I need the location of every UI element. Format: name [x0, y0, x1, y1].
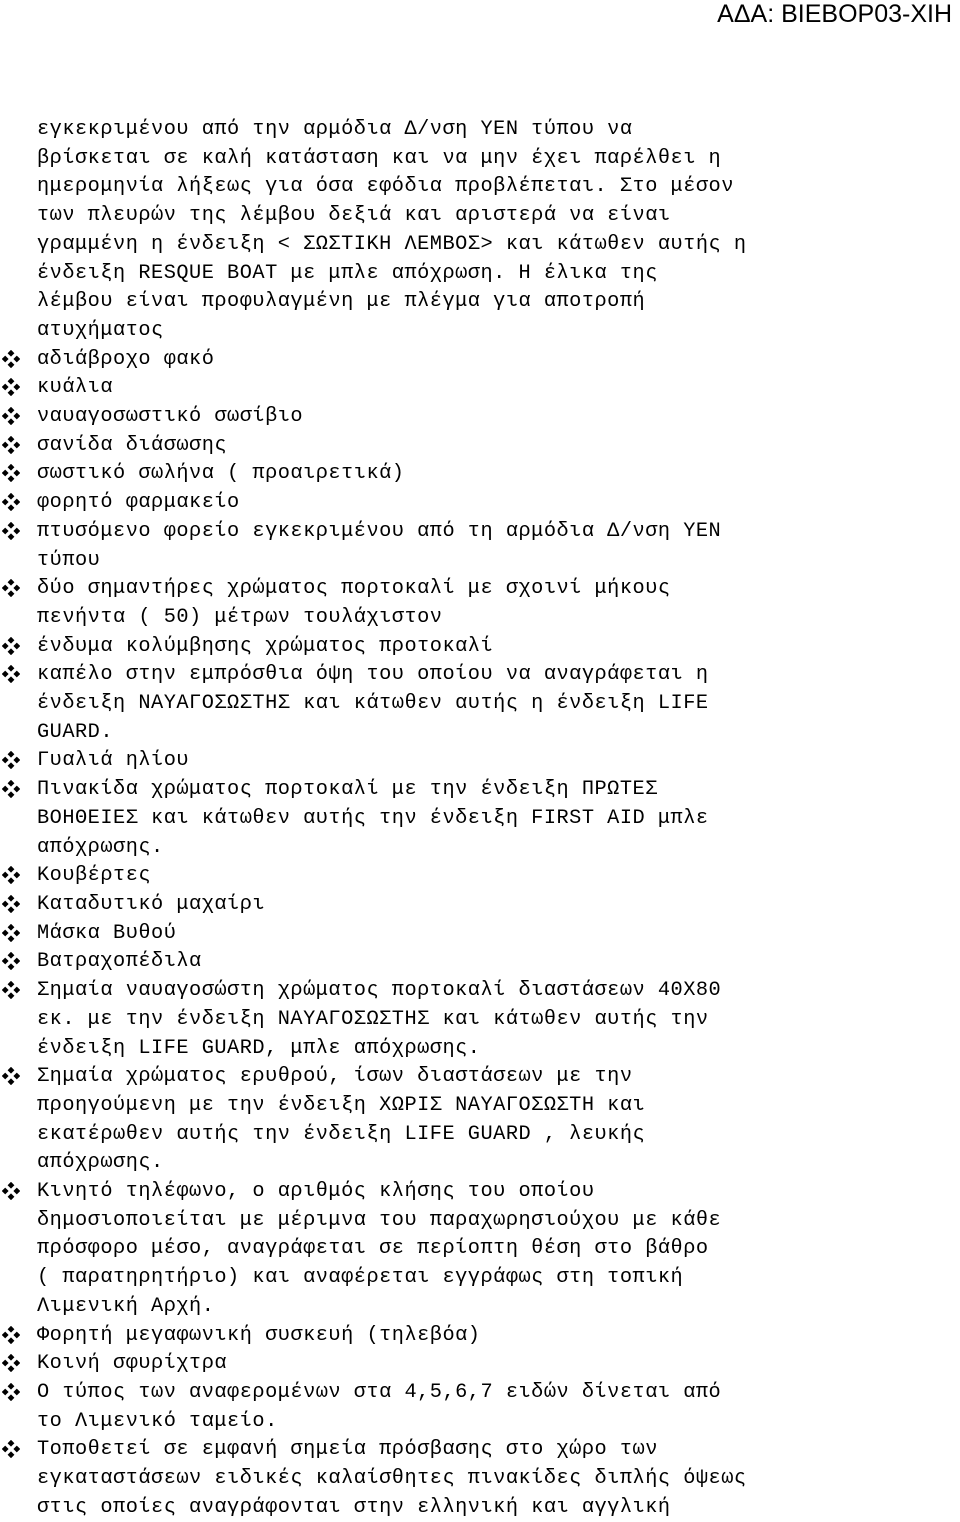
list-item-text: Κινητό τηλέφωνο, ο αριθμός κλήσης του οποίου δημοσιοποιείται με μέριμνα του παραχωρησιούχου με κάθε πρόσφορο μέσο, αναγράφεται σε περίοπτη θέση στο βάθρο ( παρατηρητήριο) και αναφέρεται εγγράφως στη τοπική Λιμενική Αρχή.: [37, 1180, 722, 1318]
list-item-text: Κοινή σφυρίχτρα: [37, 1352, 228, 1376]
list-item-text: Βατραχοπέδιλα: [37, 950, 202, 974]
list-item-text: Πινακίδα χρώματος πορτοκαλί με την ένδειξη ΠΡΩΤΕΣ ΒΟΗΘΕΙΕΣ και κάτωθεν αυτής την ένδειξη FIRST AID μπλε απόχρωσης.: [37, 778, 709, 859]
list-item-text: καπέλο στην εμπρόσθια όψη του οποίου να αναγράφεται η ένδειξη ΝΑΥΑΓΟΣΩΣΤΗΣ και κάτωθεν αυτής η ένδειξη LIFE GUARD.: [37, 663, 709, 744]
four-diamond-bullet-icon: [2, 403, 22, 432]
list-item: [0, 460, 960, 489]
list-item: [0, 977, 960, 1063]
list-item-text: Σημαία χρώματος ερυθρού, ίσων διαστάσεων με την προηγούμενη με την ένδειξη ΧΩΡΙΣ ΝΑΥΑΓΟΣΩΣΤΗ και εκατέρωθεν αυτής την ένδειξη LIFE GUARD , λευκής απόχρωσης.: [37, 1065, 646, 1175]
list-item-text: Γυαλιά ηλίου: [37, 749, 190, 773]
four-diamond-bullet-icon: [2, 575, 22, 604]
list-item: [0, 747, 960, 776]
list-item-text: δύο σημαντήρες χρώματος πορτοκαλί με σχοινί μήκους πενήντα ( 50) μέτρων τουλάχιστον: [37, 577, 671, 629]
four-diamond-bullet-icon: [2, 1322, 22, 1351]
list-item: [0, 891, 960, 920]
list-item: [0, 518, 960, 575]
list-item: [0, 661, 960, 747]
list-item-text: Σημαία ναυαγοσώστη χρώματος πορτοκαλί διαστάσεων 40Χ80 εκ. με την ένδειξη ΝΑΥΑΓΟΣΩΣΤΗΣ και κάτωθεν αυτής την ένδειξη LIFE GUARD, μπλε απόχρωσης.: [37, 979, 722, 1060]
list-item-text: Καταδυτικό μαχαίρι: [37, 892, 266, 916]
list-item: [0, 1350, 960, 1379]
four-diamond-bullet-icon: [2, 920, 22, 949]
intro-paragraph: εγκεκριμένου από την αρμόδια Δ/νση ΥΕΝ τύπου να βρίσκεται σε καλή κατάσταση και να μην έχει παρέλθει η ημερομηνία λήξεως για όσα εφόδια προβλέπεται. Στο μέσον των πλευρών της λέμβου δεξιά και αριστερά να είναι γραμμένη η ένδειξη < ΣΩΣΤΙΚΗ ΛΕΜΒΟΣ> και κάτωθεν αυτής η ένδειξη RESQUE BOAT με μπλε απόχρωση. Η έλικα της λέμβου είναι προφυλαγμένη με πλέγμα για αποτροπή ατυχήματος: [37, 118, 747, 342]
four-diamond-bullet-icon: [2, 1063, 22, 1092]
four-diamond-bullet-icon: [2, 1350, 22, 1379]
four-diamond-bullet-icon: [2, 977, 22, 1006]
list-item-text: Ο τύπος των αναφερομένων στα 4,5,6,7 ειδών δίνεται από το Λιμενικό ταμείο.: [37, 1380, 722, 1433]
document-id: ΑΔΑ: ΒΙΕΒΟΡ03-ΧΙΗ: [717, 0, 952, 28]
four-diamond-bullet-icon: [2, 432, 22, 461]
four-diamond-bullet-icon: [2, 1436, 22, 1465]
list-item-text: ένδυμα κολύμβησης χρώματος προτοκαλί: [37, 634, 494, 658]
list-item: [0, 403, 960, 432]
list-item: [0, 1379, 960, 1436]
four-diamond-bullet-icon: [2, 948, 22, 977]
list-item: [0, 1178, 960, 1322]
list-item: [0, 633, 960, 662]
four-diamond-bullet-icon: [2, 862, 22, 891]
list-item-text: ναυαγοσωστικό σωσίβιο: [37, 405, 304, 429]
equipment-list: [0, 346, 960, 1522]
four-diamond-bullet-icon: [2, 1178, 22, 1207]
four-diamond-bullet-icon: [2, 489, 22, 518]
four-diamond-bullet-icon: [2, 661, 22, 690]
four-diamond-bullet-icon: [2, 374, 22, 403]
four-diamond-bullet-icon: [2, 891, 22, 920]
list-item: [0, 1436, 960, 1522]
list-item-text: αδιάβροχο φακό: [37, 347, 215, 371]
list-item-text: φορητό φαρμακείο: [37, 491, 240, 515]
list-item-text: πτυσόμενο φορείο εγκεκριμένου από τη αρμόδια Δ/νση ΥΕΝ τύπου: [37, 519, 722, 572]
list-item-text: Φορητή μεγαφωνική συσκευή (τηλεβόα): [37, 1323, 481, 1347]
list-item-text: Τοποθετεί σε εμφανή σημεία πρόσβασης στο χώρο των εγκαταστάσεων ειδικές καλαίσθητες πινακίδες διπλής όψεως στις οποίες αναγράφονται στην ελληνική και αγγλική: [37, 1438, 747, 1519]
list-item: [0, 862, 960, 891]
list-item: [0, 346, 960, 375]
list-item: [0, 776, 960, 862]
list-item-text: Κουβέρτες: [37, 864, 152, 888]
four-diamond-bullet-icon: [2, 633, 22, 662]
document-body: [0, 116, 960, 1522]
list-item: [0, 1063, 960, 1178]
list-item: [0, 489, 960, 518]
list-item-text: Μάσκα Βυθού: [37, 921, 177, 945]
list-item-text: σανίδα διάσωσης: [37, 433, 228, 457]
list-item-text: κυάλια: [37, 376, 114, 400]
four-diamond-bullet-icon: [2, 776, 22, 805]
list-item: [0, 1322, 960, 1351]
four-diamond-bullet-icon: [2, 346, 22, 375]
list-item: [0, 432, 960, 461]
list-item: [0, 374, 960, 403]
list-item-text: σωστικό σωλήνα ( προαιρετικά): [37, 462, 405, 486]
list-item: [0, 920, 960, 949]
four-diamond-bullet-icon: [2, 1379, 22, 1408]
four-diamond-bullet-icon: [2, 460, 22, 489]
list-item: [0, 948, 960, 977]
four-diamond-bullet-icon: [2, 747, 22, 776]
list-item: [0, 575, 960, 632]
four-diamond-bullet-icon: [2, 518, 22, 547]
